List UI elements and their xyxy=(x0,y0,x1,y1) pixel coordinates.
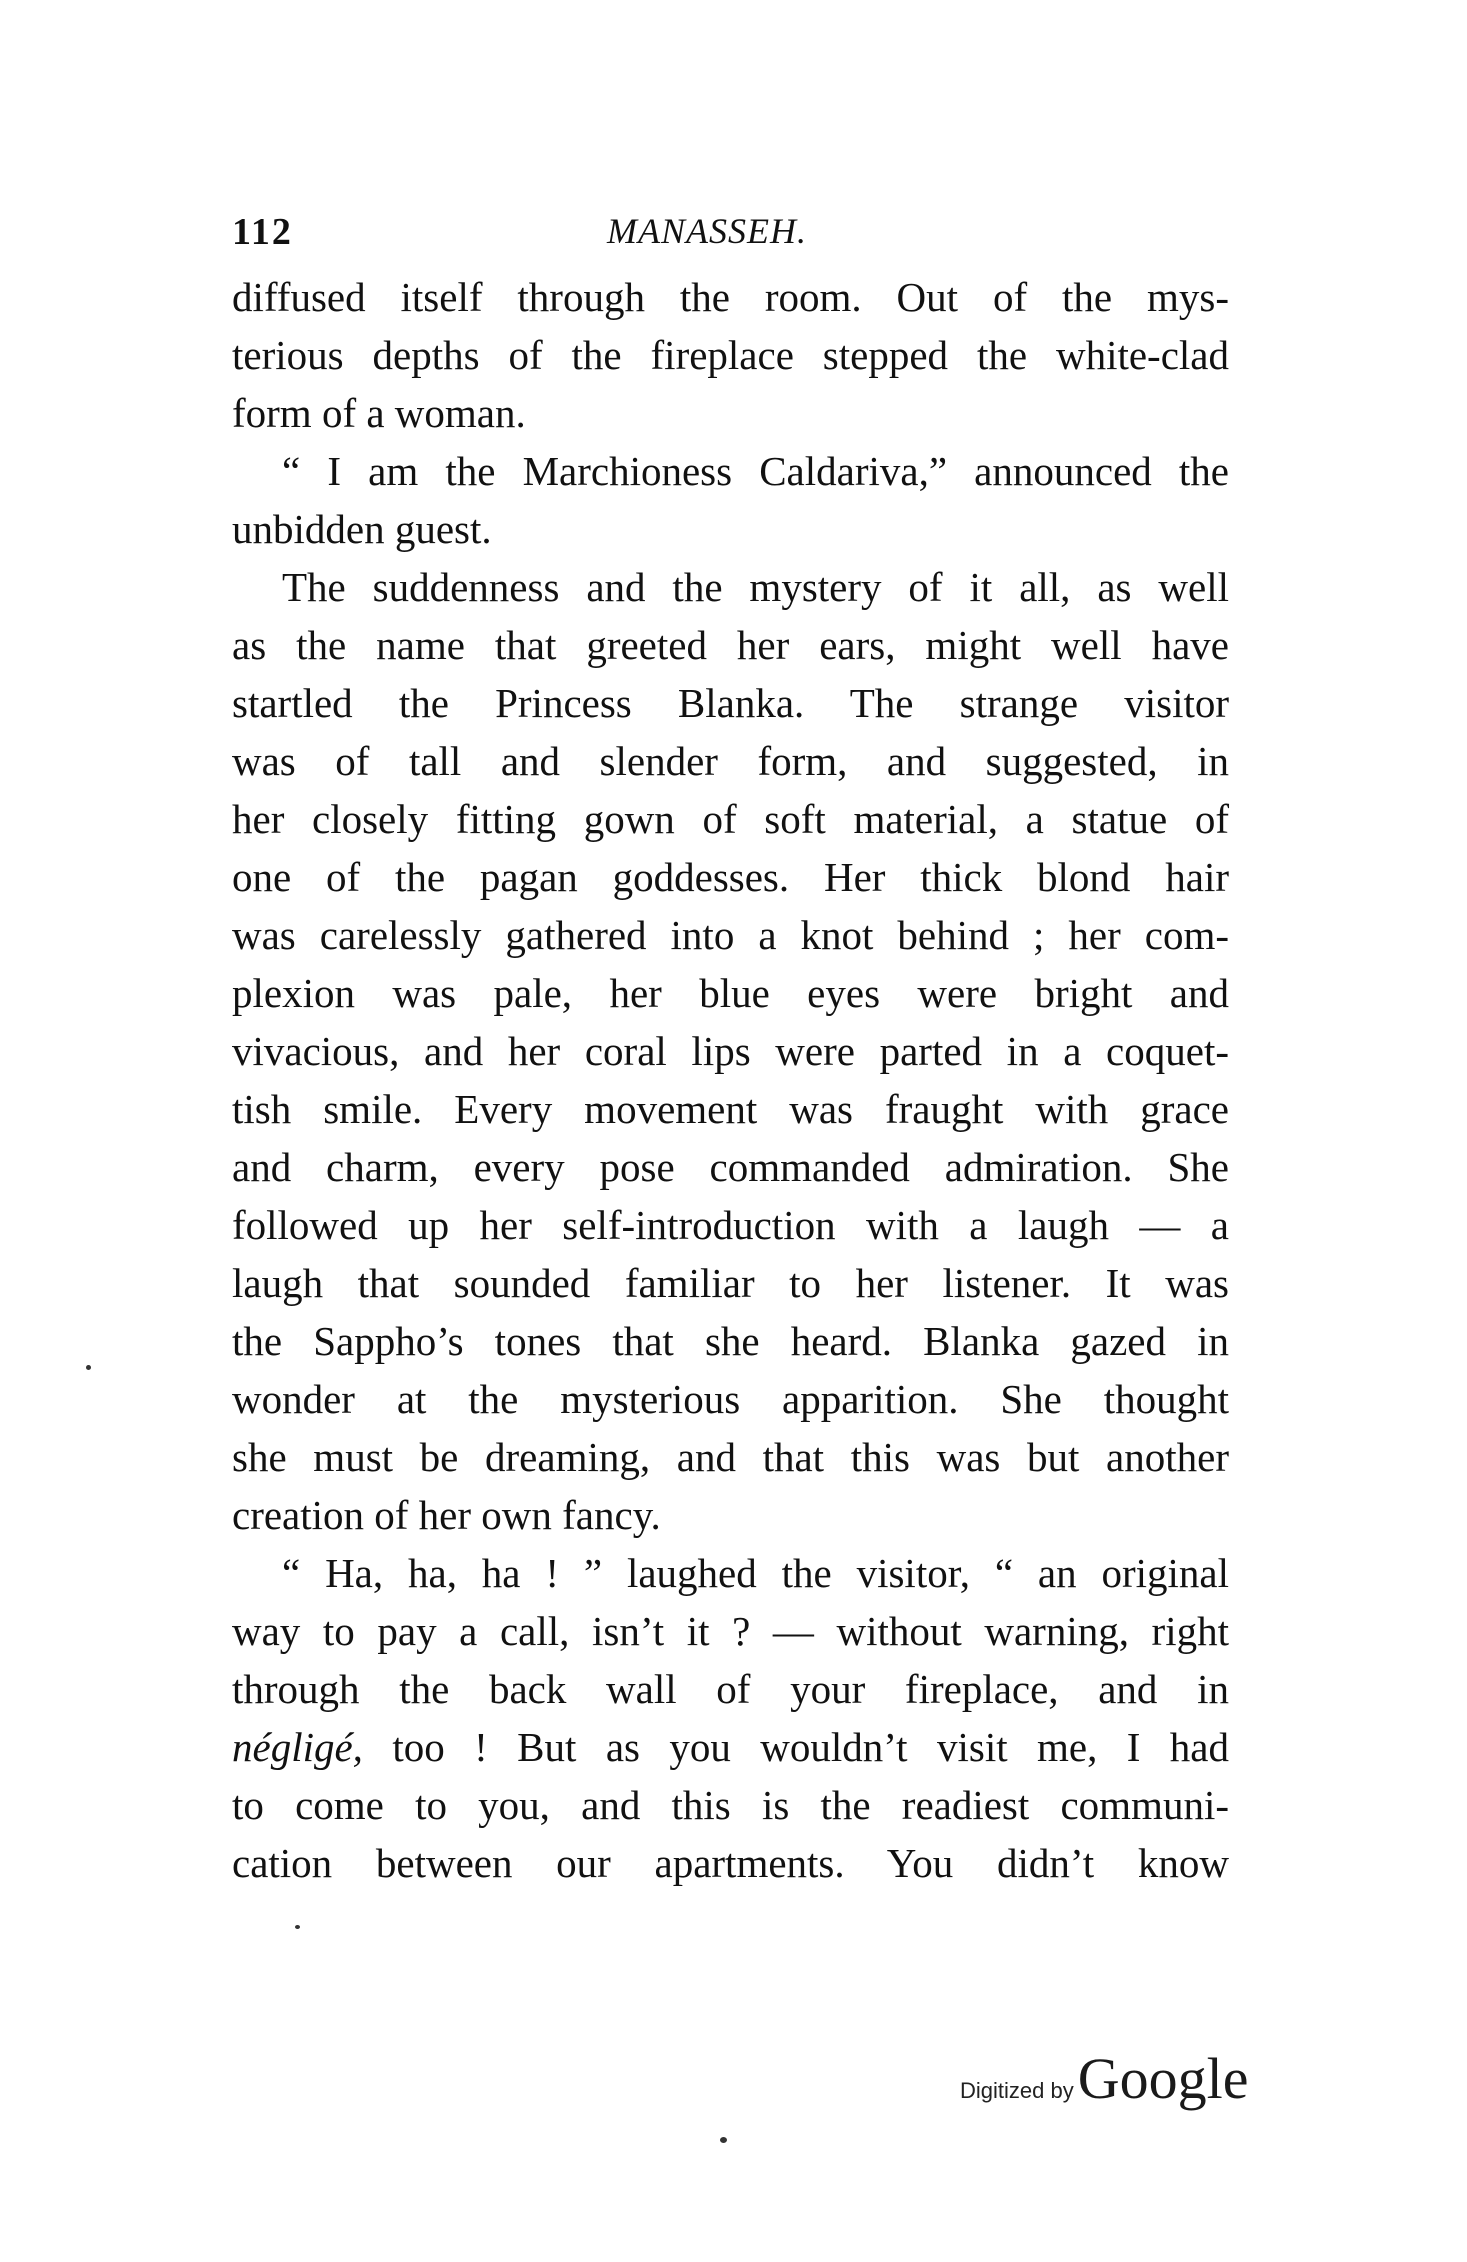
text-line: was carelessly gathered into a knot behind ; her com- xyxy=(232,912,1229,958)
text-line: she must be dreaming, and that this was but another xyxy=(232,1434,1229,1480)
text-line: terious depths of the fireplace stepped the white-clad xyxy=(232,332,1229,378)
text-line: wonder at the mysterious apparition. She thought xyxy=(232,1376,1229,1422)
text-line: vivacious, and her coral lips were parted in a coquet- xyxy=(232,1028,1229,1074)
text-line: as the name that greeted her ears, might well have xyxy=(232,622,1229,668)
scan-speck xyxy=(720,2137,727,2143)
page-number: 112 xyxy=(232,211,293,253)
text-line: one of the pagan goddesses. Her thick blond hair xyxy=(232,854,1229,900)
page-header xyxy=(232,210,1232,260)
text-line: to come to you, and this is the readiest communi- xyxy=(232,1782,1229,1828)
text-line: tish smile. Every movement was fraught with grace xyxy=(232,1086,1229,1132)
digitized-label: Digitized by xyxy=(960,2078,1074,2103)
text-line: her closely fitting gown of soft material, a statue of xyxy=(232,796,1229,842)
scan-speck xyxy=(86,1365,91,1370)
text-line: unbidden guest. xyxy=(232,506,492,552)
text-line: form of a woman. xyxy=(232,390,526,436)
text-line: followed up her self-introduction with a laugh — a xyxy=(232,1202,1229,1248)
text-line: creation of her own fancy. xyxy=(232,1492,661,1538)
text-line: and charm, every pose commanded admiration. She xyxy=(232,1144,1229,1190)
text-line: “ I am the Marchioness Caldariva,” announced the xyxy=(282,448,1229,494)
text-line: through the back wall of your fireplace, and in xyxy=(232,1666,1229,1712)
text-line: laugh that sounded familiar to her listener. It was xyxy=(232,1260,1229,1306)
digitized-by-google-watermark xyxy=(960,2045,1248,2125)
text-line: cation between our apartments. You didn’t know xyxy=(232,1840,1229,1886)
text-line xyxy=(232,1718,1229,1776)
text-line: diffused itself through the room. Out of the mys- xyxy=(232,274,1229,320)
text-line: plexion was pale, her blue eyes were bright and xyxy=(232,970,1229,1016)
scan-speck xyxy=(295,1925,300,1929)
text-line: was of tall and slender form, and suggested, in xyxy=(232,738,1229,784)
text-line: “ Ha, ha, ha ! ” laughed the visitor, “ an original xyxy=(282,1550,1229,1596)
google-logo: Google xyxy=(1077,2046,1249,2111)
italic-word: négligé, xyxy=(232,1724,363,1770)
text-line: the Sappho’s tones that she heard. Blanka gazed in xyxy=(232,1318,1229,1364)
text-line: The suddenness and the mystery of it all, as well xyxy=(282,564,1229,610)
text-line-rest: too ! But as you wouldn’t visit me, I had xyxy=(362,1724,1229,1770)
text-line: startled the Princess Blanka. The strange visitor xyxy=(232,680,1229,726)
text-line: way to pay a call, isn’t it ? — without warning, right xyxy=(232,1608,1229,1654)
running-title: MANASSEH. xyxy=(607,211,807,251)
body-text xyxy=(232,268,1229,1892)
